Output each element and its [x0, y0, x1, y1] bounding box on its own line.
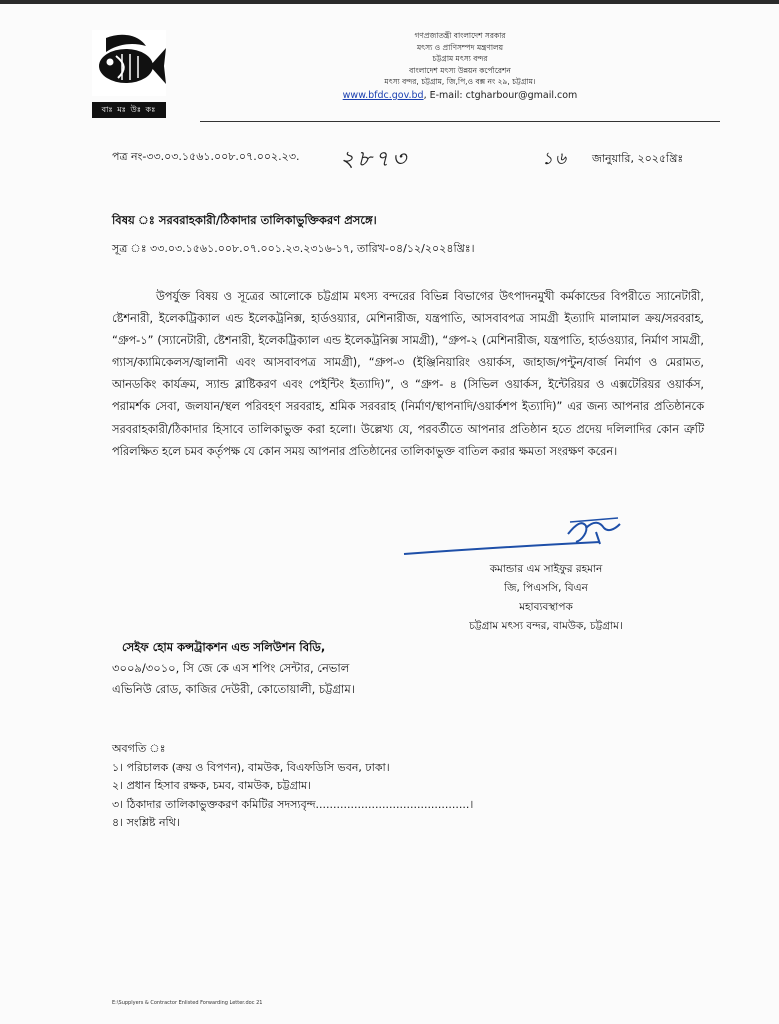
- addressee-address-line-2: এভিনিউ রোড, কাজির দেউরী, কোতোয়ালী, চট্টগ্রাম।: [112, 682, 355, 696]
- signatory-credentials: জি, পিএসসি, বিএন: [504, 582, 588, 594]
- body-text: উপর্যুক্ত বিষয় ও সূত্রের আলোকে চট্টগ্রাম মৎস্য বন্দরের বিভিন্ন বিভাগের উৎপাদনমুখী কর্মকান্ডের বিপরীতে স্যানেটারী, ষ্টেশনারী, ইলেকট্রিক্যাল এন্ড ইলেকট্রনিক্স, হার্ডওয়্যার, মেশিনারীজ, যন্ত্রপাতি, আসবাবপত্র সামগ্রী ইত্যাদি মালামাল ক্রয়/সরবরাহ, “গ্রুপ-১” (স্যানেটারী, ষ্টেশনারী, ইলেকট্রিক্যাল এন্ড ইলেকট্রনিক্স সামগ্রী), “গ্রুপ-২ (মেশিনারীজ, যন্ত্রপাতি, হার্ডওয়্যার, নির্মাণ সামগ্রী, গ্যাস/ক্যামিকেলস/জ্বালানী এবং আসবাবপত্র সামগ্রী), “গ্রুপ-৩ (ইঞ্জিনিয়ারিং ওয়ার্কস, জাহাজ/পন্টুন/বার্জ নির্মাণ ও মেরামত, আনডকিং কার্যক্রম, স্যান্ড ব্লাষ্টিকরণ এবং পেইন্টিং ইত্যাদি)”, ও “গ্রুপ- ৪ (সিভিল ওয়ার্কস, ইন্টেরিয়র ও এক্সটেরিয়র ওয়ার্কস, পরামর্শক সেবা, জলযান/স্থল পরিবহণ সরবরাহ, শ্রমিক সরবরাহ (নির্মাণ/স্থাপনাদি/ওয়ার্কশপ ইত্যাদি)” এর জন্য আপনার প্রতিষ্ঠানকে সরবরাহকারী/ঠিকাদার হিসাবে তালিকাভুক্ত করা হলো। উল্লেখ্য যে, পরবর্তীতে আপনার প্রতিষ্ঠান হতে প্রদেয় দলিলাদির কোন ত্রুটি পরিলক্ষিত হলে চমব কর্তৃপক্ষ যে কোন সময় আপনার প্রতিষ্ঠানের তালিকাভুক্ত বাতিল করার ক্ষমতা সংরক্ষণ করেন।: [112, 290, 704, 458]
- signatory-block: [416, 560, 676, 636]
- letter-date: জানুয়ারি, ২০২৫খ্রিঃ: [592, 152, 684, 165]
- copy-to-item: ৩। ঠিকাদার তালিকাভুক্তকরণ কমিটির সদস্যবৃন্দ............................................।: [112, 797, 474, 811]
- file-path-footer: E:\Supplyers & Contractor Enlisted Forwarding Letter.doc 21: [112, 1000, 263, 1006]
- copy-to-list: [112, 740, 473, 833]
- signature-scribble-icon: [400, 512, 640, 562]
- logo-caption: বাঃ মঃ উঃ কঃ: [92, 102, 166, 118]
- copy-to-item: ২। প্রধান হিসাব রক্ষক, চমব, বামউক, চট্টগ্রাম।: [112, 779, 312, 793]
- addressee-block: [112, 637, 355, 700]
- subject-line: বিষয় ঃ সরবরাহকারী/ঠিকাদার তালিকাভুক্তিকরণ প্রসঙ্গে।: [112, 213, 377, 227]
- copy-to-heading: অবগতি ঃ: [112, 742, 166, 755]
- org-line-5: মৎস্য বন্দর, চট্টগ্রাম, জি,পি,ও বক্স নং ২৯, চট্টগ্রাম।: [384, 77, 536, 86]
- date-handwritten: ১৬: [542, 149, 569, 169]
- header-divider: [200, 121, 720, 122]
- letterhead: [290, 30, 630, 101]
- contact-line: [290, 90, 630, 102]
- signatory-name: কমান্ডার এম সাইফুর রহমান: [489, 563, 603, 575]
- source-reference: সূত্র ঃ ৩৩.০৩.১৫৬১.০০৮.০৭.০০১.২৩.২৩১৬-১৭, তারিখ-০৪/১২/২০২৪খ্রিঃ।: [112, 242, 475, 255]
- org-line-2: মৎস্য ও প্রাণিসম্পদ মন্ত্রণালয়: [416, 42, 504, 52]
- signatory-designation: মহাব্যবস্থাপক: [519, 601, 573, 613]
- org-line-3: চট্টগ্রাম মৎস্য বন্দর: [432, 54, 488, 63]
- addressee-name: সেইফ হোম কন্সট্রাকশন এন্ড সলিউশন বিডি,: [122, 640, 326, 654]
- copy-to-item: ৪। সংশ্লিষ্ট নথি।: [112, 816, 180, 830]
- body-paragraph: [112, 286, 704, 463]
- org-line-1: গণপ্রজাতন্ত্রী বাংলাদেশ সরকার: [414, 31, 506, 40]
- email-text: , E-mail: ctgharbour@gmail.com: [423, 89, 578, 101]
- memo-number: পত্র নং-৩৩.০৩.১৫৬১.০০৮.০৭.০০২.২৩.: [112, 150, 300, 163]
- copy-to-item: ১। পরিচালক (ক্রয় ও বিপণন), বামউক, বিএফডিসি ভবন, ঢাকা।: [112, 760, 390, 774]
- website-link[interactable]: www.bfdc.gov.bd: [342, 89, 424, 101]
- memo-number-handwritten: ২৮৭৩: [340, 147, 410, 172]
- addressee-address-line-1: ৩০০৯/৩০১০, সি জে কে এস শপিং সেন্টার, নেভাল: [112, 661, 350, 675]
- bfdc-logo-icon: [92, 30, 166, 96]
- org-line-4: বাংলাদেশ মৎস্য উন্নয়ন কর্পোরেশন: [409, 65, 511, 75]
- signatory-office: চট্টগ্রাম মৎস্য বন্দর, বামউক, চট্টগ্রাম।: [469, 620, 623, 632]
